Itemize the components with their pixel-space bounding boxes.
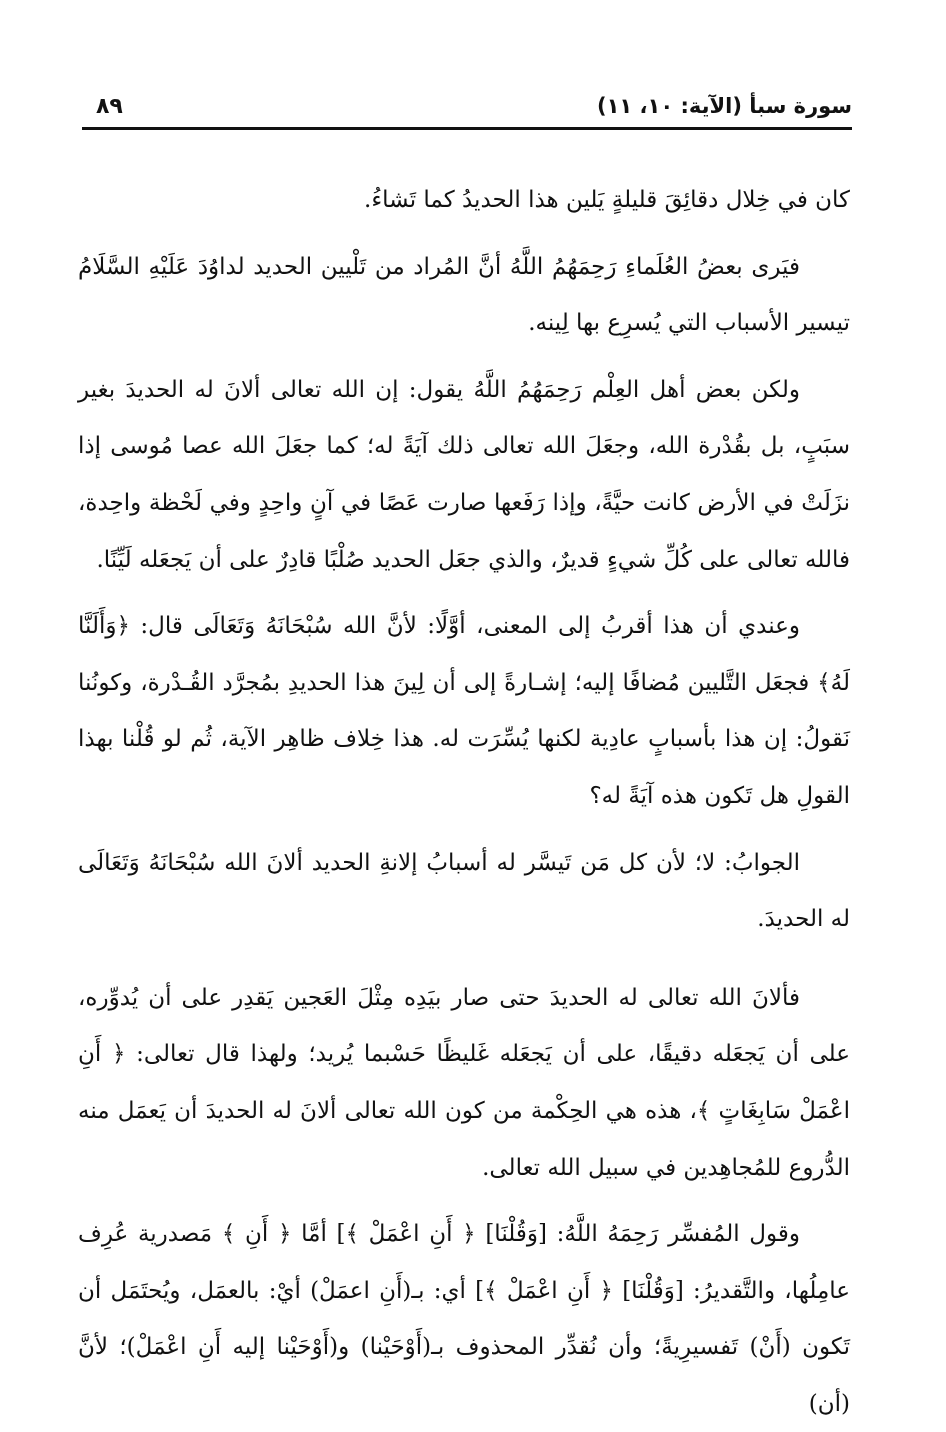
paragraph-3: ولكن بعض أهل العِلْم رَحِمَهُمُ اللَّهُ يقول: إن الله تعالى ألانَ له الحديدَ بغير سبَبٍ، بل بقُدْرة الله، وجعَلَ الله تعالى ذلك آيَةً له؛ كما جعَلَ الله عصا مُوسى إذا نزَلَتْ في الأرض كانت حيَّةً، وإذا رَفَعها صارت عَصًا في آنٍ واحِدٍ وفي لَحْظة واحِدة، فالله تعالى على كُلِّ شيءٍ قديرٌ، والذي جعَل الحديد صُلْبًا قادِرٌ على أن يَجعَله لَيِّنًا.	[78, 376, 850, 573]
paragraph-4: وعندي أن هذا أقربُ إلى المعنى، أوَّلًا: لأنَّ الله سُبْحَانَهُ وَتَعَالَى قال: ﴿وَأَلَنَّا لَهُ﴾ فجعَل التَّليين مُضافًا إليه؛ إشـارةً إلى أن لِينَ هذا الحديدِ بمُجرَّد القُـدْرة، وكونُنا نَقولُ: إن هذا بأسبابٍ عادِية لكنها يُسِّرَت له. هذا خِلاف ظاهِر الآية، ثُم لو قُلْنا بهذا القولِ هل تَكون هذه آيَةً له؟	[78, 613, 850, 809]
page-number: ٨٩	[96, 94, 123, 119]
paragraph-6: فألانَ الله تعالى له الحديدَ حتى صار بيَدِه مِثْلَ العَجين يَقدِر على أن يُدوِّره، على أن يَجعَله دقيقًا، على أن يَجعَله غَليظًا حَسْبما يُريد؛ ولهذا قال تعالى: ﴿ أَنِ اعْمَلْ سَابِغَاتٍ ﴾، هذه هي الحِكْمة من كون الله تعالى ألانَ له الحديدَ أن يَعمَل منه الدُّروع للمُجاهِدين في سبيل الله تعالى.	[78, 984, 850, 1181]
paragraph-7: وقول المُفسِّر رَحِمَهُ اللَّهُ: [وَقُلْنَا] ﴿ أَنِ اعْمَلْ ﴾] أمَّا ﴿ أَنِ ﴾ مَصدرية عُرِف عامِلُها، والتَّقديرُ: [وَقُلْنَا] ﴿ أَنِ اعْمَلْ ﴾] أي: بـ(أَنِ اعمَلْ) أيْ: بالعمَل، ويُحتَمَل أن تَكون (أَنْ) تَفسيرِيةً؛ وأن نُقدِّر المحذوف بـ(أَوْحَيْنا) و(أَوْحَيْنا إليه أَنِ اعْمَلْ)؛ لأنَّ (أن)	[78, 1221, 850, 1417]
surah-title: سورة سبأ (الآية: ١٠، ١١)	[597, 94, 852, 118]
header-rule	[82, 127, 852, 130]
body-text	[78, 172, 850, 1432]
paragraph-1: كان في خِلال دقائِقَ قليلةٍ يَلين هذا الحديدُ كما تَشاءُ.	[364, 187, 850, 213]
paragraph-2: فيَرى بعضُ العُلَماءِ رَحِمَهُمُ اللَّهُ أنَّ المُراد من تَلْيين الحديد لداوُدَ عَلَيْهِ السَّلَامُ تيسير الأسباب التي يُسرِع بها لِينه.	[78, 253, 850, 337]
running-header	[82, 92, 852, 128]
paragraph-5: الجوابُ: لا؛ لأن كل مَن تَيسَّر له أسبابُ إلانةِ الحديد ألانَ الله سُبْحَانَهُ وَتَعَالَى له الحديدَ.	[78, 849, 850, 933]
